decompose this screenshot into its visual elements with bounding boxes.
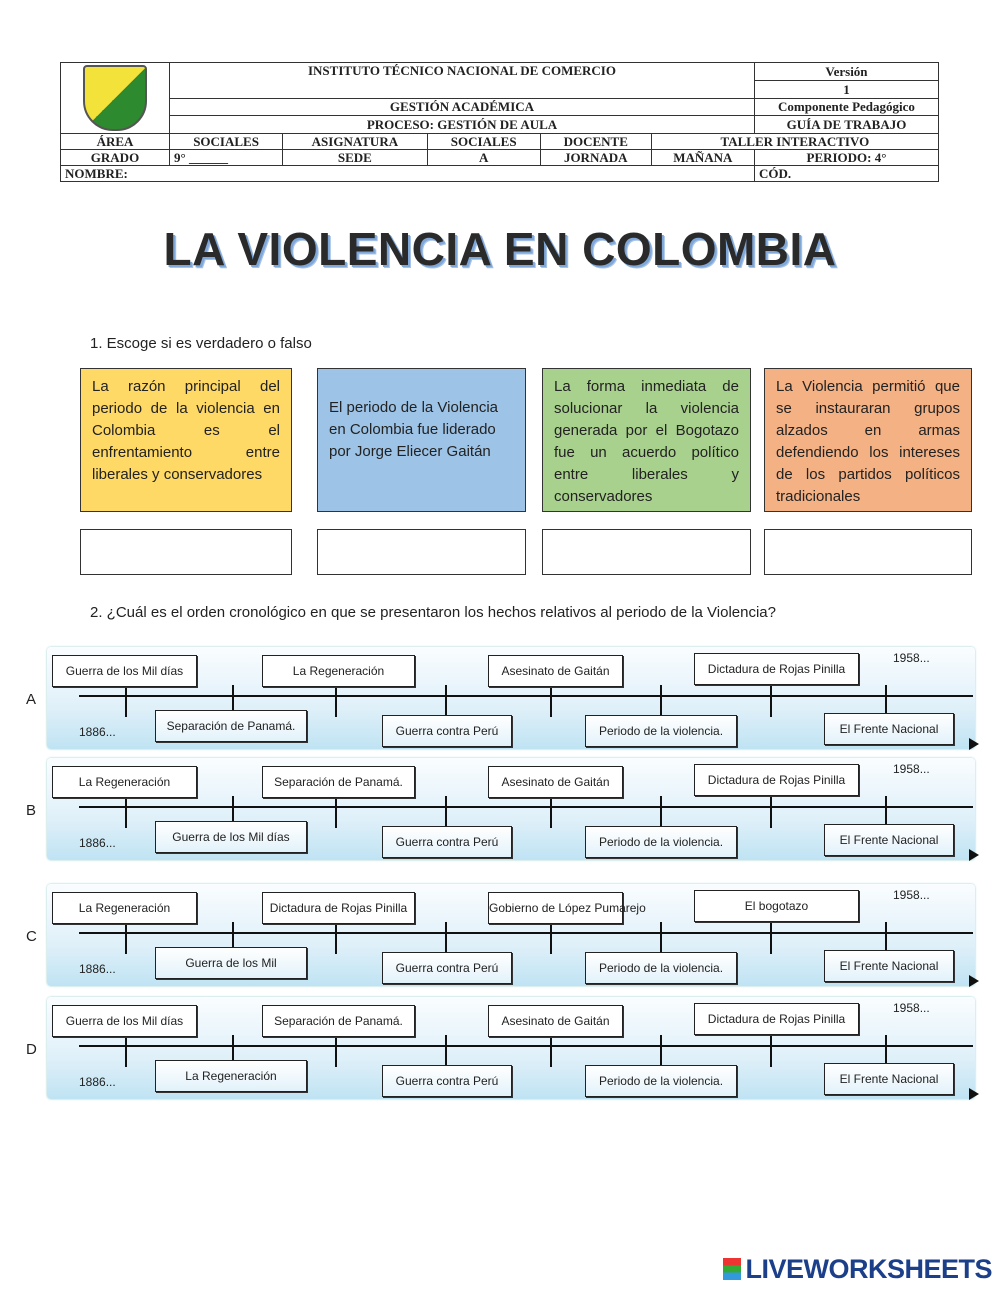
timeline-tick [335, 685, 337, 717]
jornada: MAÑANA [651, 150, 754, 166]
answer-input[interactable] [542, 529, 751, 575]
timeline-tick [550, 1035, 552, 1067]
event-box: Guerra contra Perú [382, 826, 512, 858]
arrow-icon [969, 975, 979, 987]
answer-input[interactable] [317, 529, 526, 575]
sede-label: SEDE [283, 150, 427, 166]
arrow-icon [969, 849, 979, 861]
timeline-tick [550, 796, 552, 828]
timeline-tick [335, 922, 337, 954]
event-box: Separación de Panamá. [262, 1005, 415, 1037]
event-box: Periodo de la violencia. [585, 1065, 737, 1097]
arrow-icon [969, 1088, 979, 1100]
answer-input[interactable] [764, 529, 972, 575]
event-box: El Frente Nacional [824, 950, 954, 982]
event-box: Dictadura de Rojas Pinilla [694, 764, 859, 796]
timeline-option[interactable] [47, 884, 975, 986]
timeline-tick [660, 1035, 662, 1067]
area-label: ÁREA [61, 134, 170, 150]
event-box: Guerra contra Perú [382, 952, 512, 984]
institution-name: INSTITUTO TÉCNICO NACIONAL DE COMERCIO [170, 63, 755, 99]
start-year: 1886... [79, 1075, 116, 1089]
area: SOCIALES [170, 134, 283, 150]
event-box: El Frente Nacional [824, 824, 954, 856]
event-box: Guerra contra Perú [382, 1065, 512, 1097]
timeline-axis [79, 806, 973, 808]
question-2: 2. ¿Cuál es el orden cronológico en que se presentaron los hechos relativos al periodo de la Violencia? [90, 604, 776, 621]
guia: GUÍA DE TRABAJO [754, 116, 938, 134]
event-box: Dictadura de Rojas Pinilla [262, 892, 415, 924]
jornada-label: JORNADA [540, 150, 651, 166]
timeline-tick [445, 796, 447, 828]
timeline-tick [125, 685, 127, 717]
timeline-option[interactable] [47, 758, 975, 860]
end-year: 1958... [893, 888, 930, 902]
timeline-tick [660, 922, 662, 954]
brand-text: LIVEWORKSHEETS [745, 1254, 992, 1284]
sede: A [427, 150, 540, 166]
event-box: Gobierno de López Pumarejo [488, 892, 623, 924]
event-box: Separación de Panamá. [262, 766, 415, 798]
timeline-tick [335, 796, 337, 828]
event-box: El bogotazo [694, 890, 859, 922]
timeline-axis [79, 695, 973, 697]
timeline-tick [445, 922, 447, 954]
timeline-option[interactable] [47, 647, 975, 749]
option-label[interactable]: B [26, 802, 37, 819]
event-box: Guerra de los Mil [155, 947, 307, 979]
event-box: Asesinato de Gaitán [488, 766, 623, 798]
grado: 9° ______ [170, 150, 283, 166]
event-box: Periodo de la violencia. [585, 952, 737, 984]
timeline-tick [660, 796, 662, 828]
timeline-axis [79, 1045, 973, 1047]
question-1: 1. Escoge si es verdadero o falso [90, 335, 312, 352]
timeline-tick [550, 922, 552, 954]
option-label[interactable]: C [26, 928, 37, 945]
event-box: Periodo de la violencia. [585, 715, 737, 747]
timeline-axis [79, 932, 973, 934]
timeline-tick [125, 922, 127, 954]
event-box: Guerra contra Perú [382, 715, 512, 747]
statement-card: La Violencia permitió que se instauraran grupos alzados en armas defendiendo los intereses de los partidos políticos tradicionales [764, 368, 972, 512]
asignatura: SOCIALES [427, 134, 540, 150]
event-box: Guerra de los Mil días [155, 821, 307, 853]
header-table [60, 62, 939, 182]
timeline-tick [770, 685, 772, 717]
start-year: 1886... [79, 836, 116, 850]
end-year: 1958... [893, 1001, 930, 1015]
timeline-option[interactable] [47, 997, 975, 1099]
timeline-tick [550, 685, 552, 717]
timeline-tick [445, 685, 447, 717]
event-box: Guerra de los Mil días [52, 1005, 197, 1037]
event-box: La Regeneración [262, 655, 415, 687]
school-logo [83, 65, 147, 131]
event-box: Dictadura de Rojas Pinilla [694, 1003, 859, 1035]
event-box: Dictadura de Rojas Pinilla [694, 653, 859, 685]
docente-label: DOCENTE [540, 134, 651, 150]
liveworksheets-logo [723, 1254, 992, 1285]
event-box: Guerra de los Mil días [52, 655, 197, 687]
timeline-tick [660, 685, 662, 717]
taller: TALLER INTERACTIVO [651, 134, 938, 150]
end-year: 1958... [893, 651, 930, 665]
event-box: Periodo de la violencia. [585, 826, 737, 858]
event-box: Separación de Panamá. [155, 710, 307, 742]
statement-card: El periodo de la Violencia en Colombia fue liderado por Jorge Eliecer Gaitán [317, 368, 526, 512]
event-box: La Regeneración [52, 766, 197, 798]
timeline-tick [770, 1035, 772, 1067]
timeline-tick [125, 1035, 127, 1067]
option-label[interactable]: A [26, 691, 37, 708]
timeline-tick [770, 922, 772, 954]
cod-label: CÓD. [755, 166, 939, 182]
event-box: La Regeneración [155, 1060, 307, 1092]
start-year: 1886... [79, 962, 116, 976]
grado-label: GRADO [61, 150, 170, 166]
periodo: PERIODO: 4° [754, 150, 938, 166]
timeline-tick [335, 1035, 337, 1067]
arrow-icon [969, 738, 979, 750]
gestion: GESTIÓN ACADÉMICA [170, 98, 755, 116]
option-label[interactable]: D [26, 1041, 37, 1058]
brand-icon [723, 1258, 741, 1280]
nombre-label: NOMBRE: [61, 166, 755, 182]
end-year: 1958... [893, 762, 930, 776]
page-title: LA VIOLENCIA EN COLOMBIA [163, 223, 837, 275]
version-label: Versión [754, 63, 938, 81]
event-box: La Regeneración [52, 892, 197, 924]
event-box: Asesinato de Gaitán [488, 655, 623, 687]
statement-card: La razón principal del periodo de la violencia en Colombia es el enfrentamiento entre liberales y conservadores [80, 368, 292, 512]
event-box: Asesinato de Gaitán [488, 1005, 623, 1037]
timeline-tick [770, 796, 772, 828]
timeline-tick [445, 1035, 447, 1067]
event-box: El Frente Nacional [824, 713, 954, 745]
version-value: 1 [754, 80, 938, 98]
event-box: El Frente Nacional [824, 1063, 954, 1095]
timeline-tick [125, 796, 127, 828]
start-year: 1886... [79, 725, 116, 739]
statement-card: La forma inmediata de solucionar la violencia generada por el Bogotazo fue un acuerdo político entre liberales y conservadores [542, 368, 751, 512]
answer-input[interactable] [80, 529, 292, 575]
proceso: PROCESO: GESTIÓN DE AULA [170, 116, 755, 134]
componente: Componente Pedagógico [754, 98, 938, 116]
asignatura-label: ASIGNATURA [283, 134, 427, 150]
